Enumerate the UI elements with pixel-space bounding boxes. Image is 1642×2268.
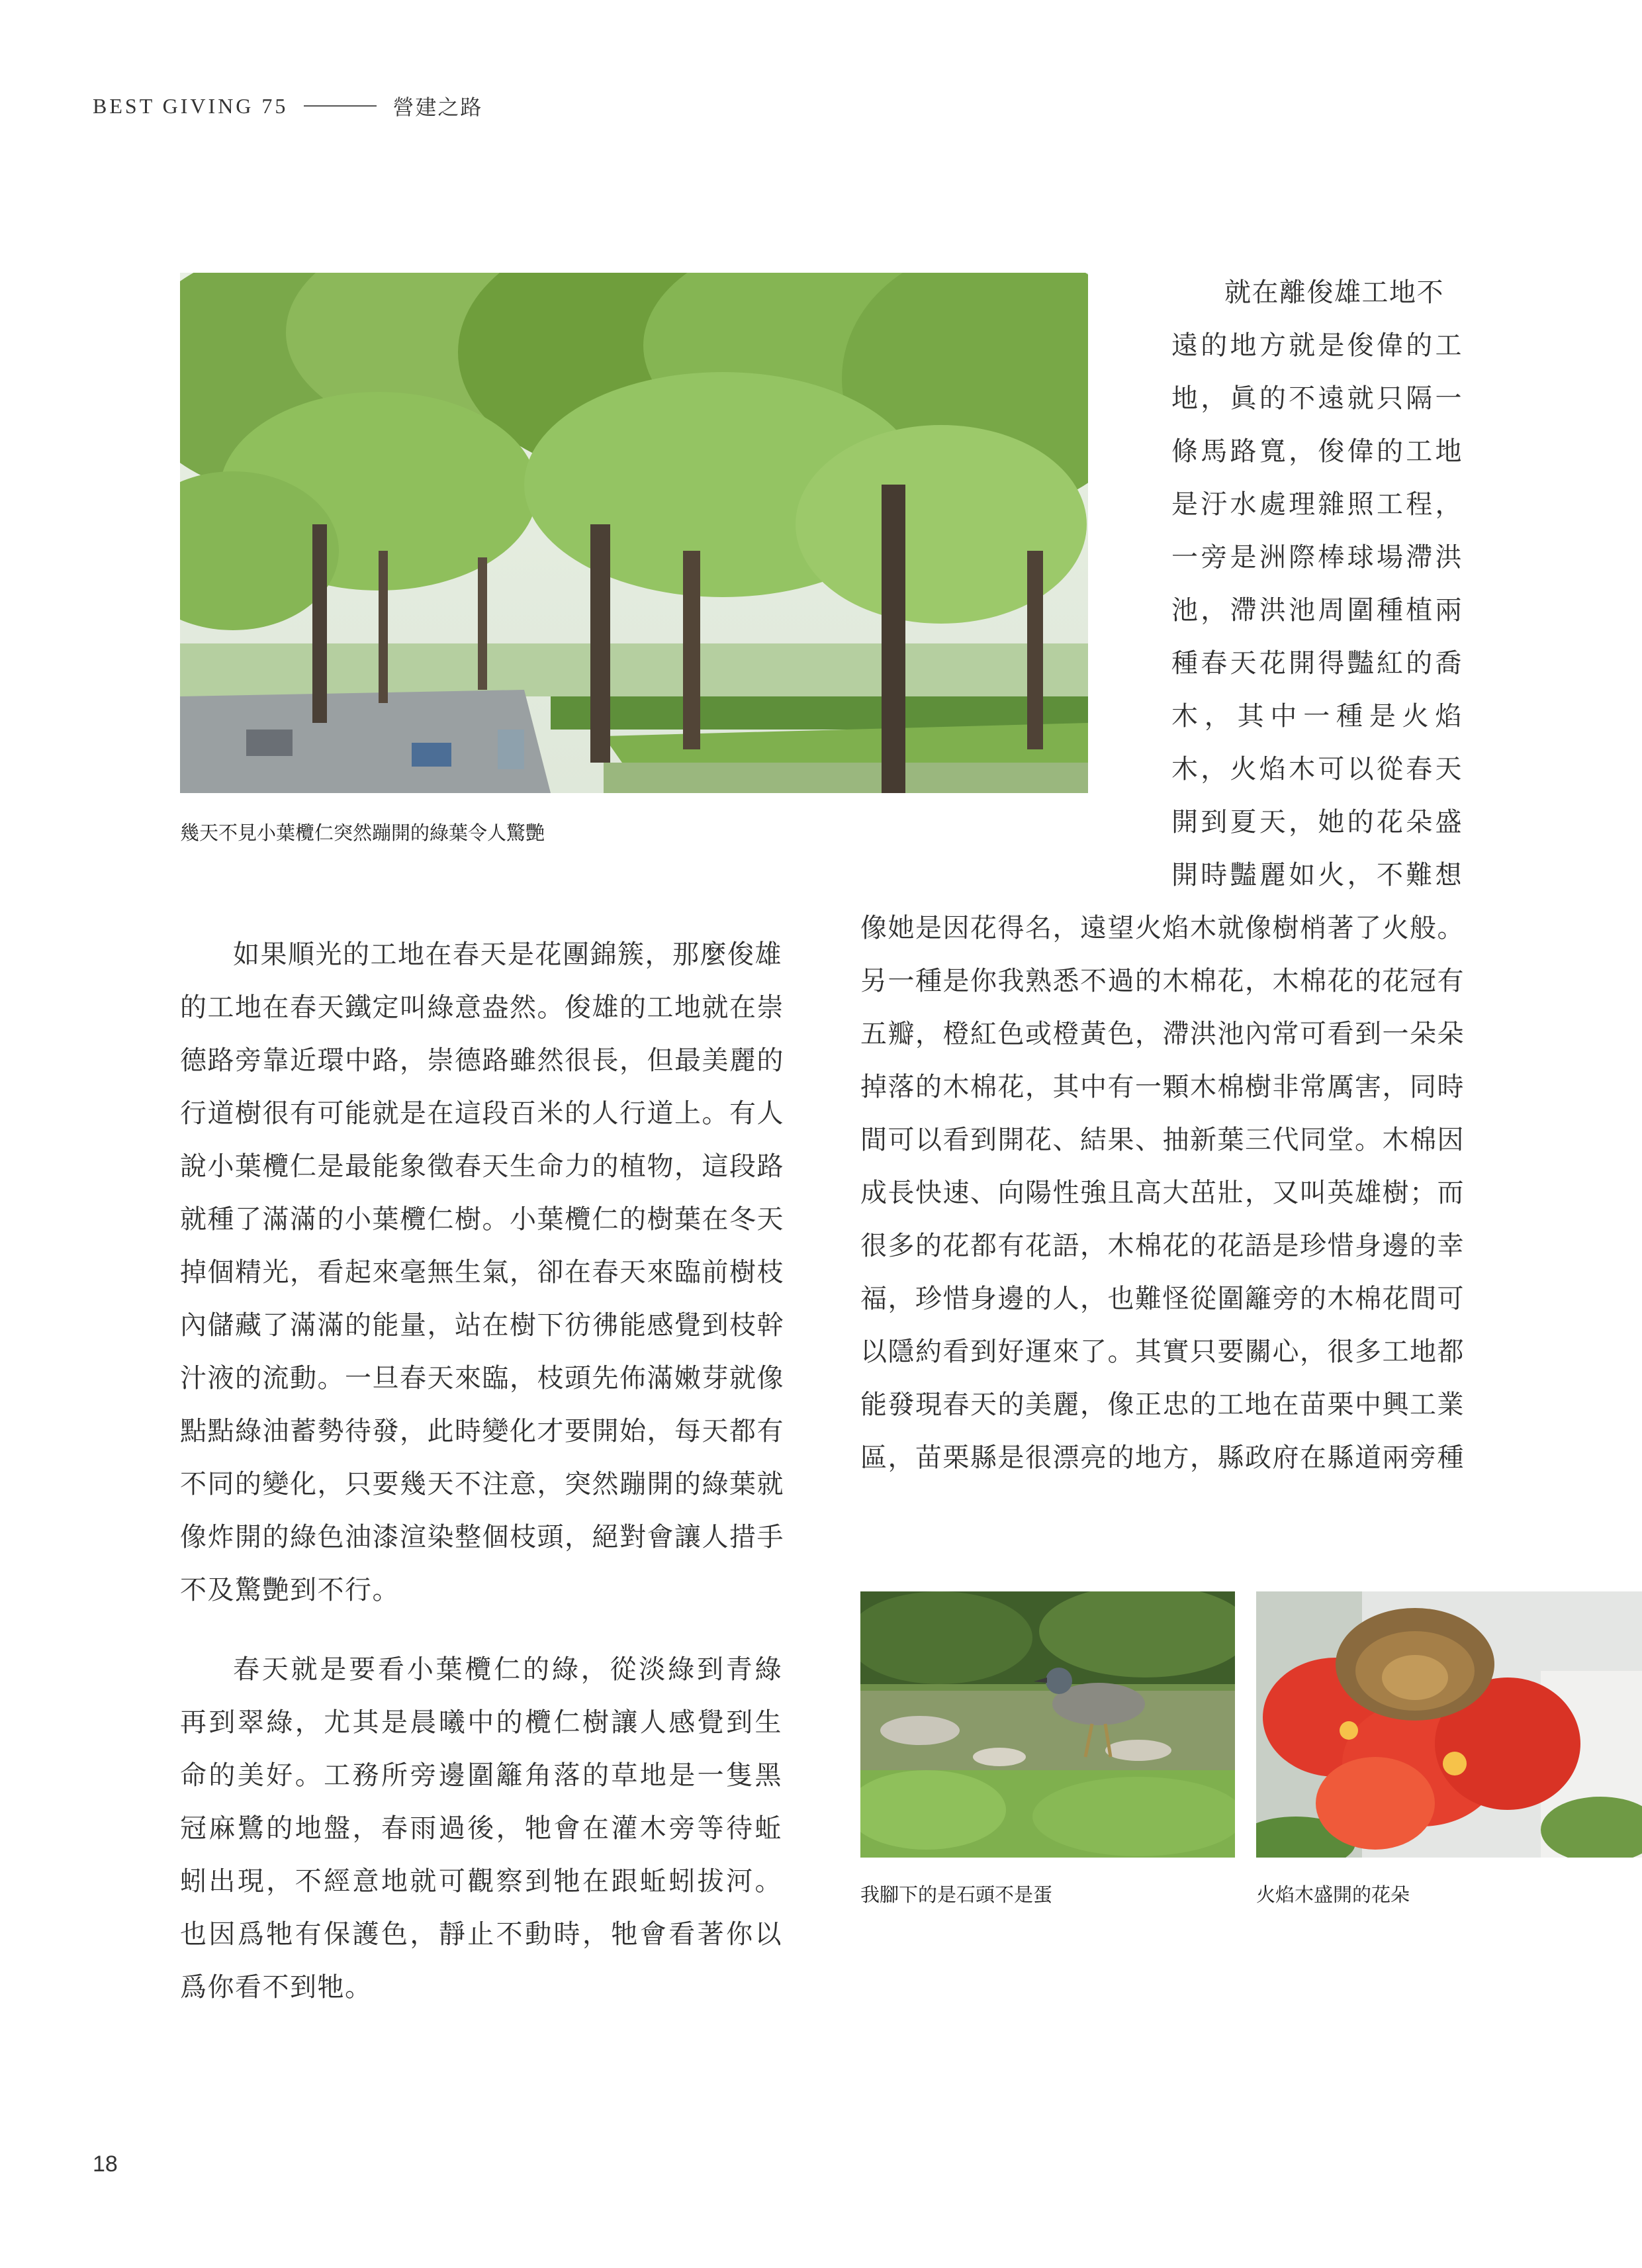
paragraph-line: 成長快速、向陽性強且高大茁壯，又叫英雄樹；而 [860,1178,1465,1208]
paragraph-line: 木，火焰木可以從春天 [1171,754,1463,784]
paragraph-line: 種春天花開得豔紅的喬 [1171,648,1463,679]
paragraph-line: 春天就是要看小葉欖仁的綠，從淡綠到青綠 [233,1654,782,1685]
paragraph-line: 間可以看到開花、結果、抽新葉三代同堂。木棉因 [860,1125,1465,1155]
paragraph-line: 像炸開的綠色油漆渲染整個枝頭，絕對會讓人措手 [180,1522,784,1552]
paragraph-line: 很多的花都有花語，木棉花的花語是珍惜身邊的幸 [860,1231,1465,1261]
page-number: 18 [93,2151,118,2177]
tree-lined-road-photo [180,273,1088,793]
photo-caption-trees: 幾天不見小葉欖仁突然蹦開的綠葉令人驚艷 [180,822,545,844]
paragraph-line: 木，其中一種是火焰 [1171,701,1463,732]
paragraph-line: 五瓣，橙紅色或橙黃色，滯洪池內常可看到一朵朵 [860,1019,1465,1049]
paragraph-line: 開到夏天，她的花朵盛 [1171,807,1463,837]
paragraph-line: 說小葉欖仁是最能象徵春天生命力的植物，這段路 [180,1151,784,1182]
paragraph-line: 能發現春天的美麗，像正忠的工地在苗栗中興工業 [860,1390,1465,1420]
photo-caption-flower: 火焰木盛開的花朵 [1256,1883,1410,1906]
paragraph-line: 就在離俊雄工地不 [1224,277,1444,308]
paragraph-line: 開時豔麗如火，不難想 [1171,860,1463,890]
paragraph-line: 條馬路寬，俊偉的工地 [1171,436,1463,467]
magazine-issue: BEST GIVING 75 [93,93,289,118]
paragraph-line: 掉落的木棉花，其中有一顆木棉樹非常厲害，同時 [860,1072,1465,1102]
paragraph-line: 是汙水處理雜照工程， [1171,489,1463,520]
paragraph-line: 內儲藏了滿滿的能量，站在樹下彷彿能感覺到枝幹 [180,1310,784,1341]
paragraph-line: 冠麻鷺的地盤，春雨過後，牠會在灌木旁等待蚯 [180,1813,782,1844]
paragraph-line: 一旁是洲際棒球場滯洪 [1171,542,1463,573]
header-rule [304,105,377,107]
paragraph-line: 以隱約看到好運來了。其實只要關心，很多工地都 [860,1337,1465,1367]
paragraph-line: 另一種是你我熟悉不過的木棉花，木棉花的花冠有 [860,966,1465,996]
photo-caption-heron: 我腳下的是石頭不是蛋 [860,1883,1053,1906]
paragraph-line: 的工地在春天鐵定叫綠意盎然。俊雄的工地就在崇 [180,992,784,1023]
flame-tree-flower-photo [1256,1591,1642,1858]
paragraph-line: 區，苗栗縣是很漂亮的地方，縣政府在縣道兩旁種 [860,1442,1465,1473]
paragraph-line: 福，珍惜身邊的人，也難怪從圍籬旁的木棉花間可 [860,1284,1465,1314]
paragraph-line: 點點綠油蓄勢待發，此時變化才要開始，每天都有 [180,1416,784,1446]
paragraph-line: 地，眞的不遠就只隔一 [1171,383,1463,414]
section-title: 營建之路 [392,95,483,120]
paragraph-line: 遠的地方就是俊偉的工 [1171,330,1463,361]
paragraph-line: 像她是因花得名，遠望火焰木就像樹梢著了火般。 [860,913,1465,943]
paragraph-line: 就種了滿滿的小葉欖仁樹。小葉欖仁的樹葉在冬天 [180,1204,784,1235]
paragraph-line: 爲你看不到牠。 [180,1972,373,2003]
paragraph-line: 德路旁靠近環中路，崇德路雖然很長，但最美麗的 [180,1045,784,1076]
paragraph-line: 池，滯洪池周圍種植兩 [1171,595,1463,626]
paragraph-line: 也因爲牠有保護色，靜止不動時，牠會看著你以 [180,1919,782,1950]
paragraph-line: 行道樹很有可能就是在這段百米的人行道上。有人 [180,1098,784,1129]
paragraph-line: 不及驚艷到不行。 [180,1575,400,1605]
paragraph-line: 如果順光的工地在春天是花團錦簇，那麼俊雄 [233,939,782,970]
paragraph-line: 不同的變化，只要幾天不注意，突然蹦開的綠葉就 [180,1469,784,1499]
paragraph-line: 命的美好。工務所旁邊圍籬角落的草地是一隻黑 [180,1760,782,1791]
paragraph-line: 再到翠綠，尤其是晨曦中的欖仁樹讓人感覺到生 [180,1707,782,1738]
paragraph-line: 掉個精光，看起來毫無生氣，卻在春天來臨前樹枝 [180,1257,784,1288]
paragraph-line: 蚓出現，不經意地就可觀察到牠在跟蚯蚓拔河。 [180,1866,782,1897]
black-crowned-night-heron-photo [860,1591,1235,1858]
running-header [93,93,482,119]
paragraph-line: 汁液的流動。一旦春天來臨，枝頭先佈滿嫩芽就像 [180,1363,784,1394]
